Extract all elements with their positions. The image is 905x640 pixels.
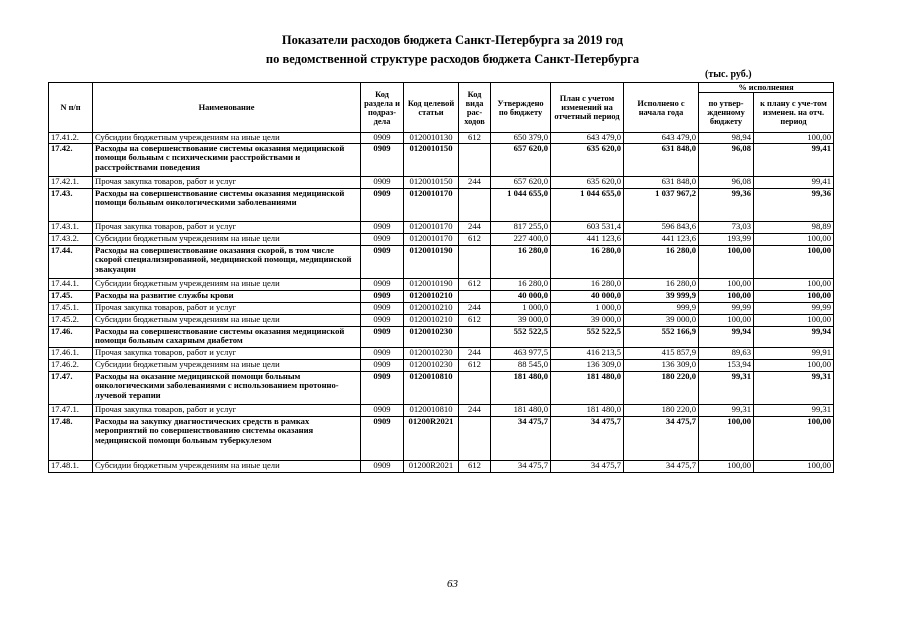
row-pct-plan: 100,00: [754, 360, 834, 372]
table-row: [49, 372, 834, 405]
row-pct-plan: 100,00: [754, 461, 834, 473]
row-kind-code: 244: [459, 348, 491, 360]
row-target-code: 0120010230: [404, 360, 459, 372]
row-section-code: 0909: [361, 372, 404, 405]
header-num: N п/п: [49, 83, 93, 133]
expenses-table: [48, 82, 834, 473]
table-row: [49, 417, 834, 461]
header-approved: Утверждено по бюджету: [491, 83, 551, 133]
row-kind-code: 244: [459, 405, 491, 417]
row-pct-approved: 193,99: [699, 234, 754, 246]
row-pct-approved: 100,00: [699, 279, 754, 291]
row-num: 17.44.1.: [49, 279, 93, 291]
row-approved: 181 480,0: [491, 405, 551, 417]
row-executed: 34 475,7: [624, 417, 699, 461]
row-pct-approved: 99,99: [699, 303, 754, 315]
row-approved: 34 475,7: [491, 461, 551, 473]
row-num: 17.46.: [49, 327, 93, 348]
row-plan: 635 620,0: [551, 144, 624, 177]
row-name: Субсидии бюджетным учреждениям на иные цели: [93, 279, 361, 291]
row-approved: 181 480,0: [491, 372, 551, 405]
row-plan: 34 475,7: [551, 461, 624, 473]
row-section-code: 0909: [361, 315, 404, 327]
row-executed: 999,9: [624, 303, 699, 315]
row-pct-plan: 98,89: [754, 222, 834, 234]
row-name: Субсидии бюджетным учреждениям на иные цели: [93, 461, 361, 473]
row-kind-code: 612: [459, 133, 491, 144]
row-plan: 16 280,0: [551, 246, 624, 279]
row-target-code: 0120010210: [404, 315, 459, 327]
row-plan: 1 000,0: [551, 303, 624, 315]
row-section-code: 0909: [361, 461, 404, 473]
header-section: Код раздела и подраз-дела: [361, 83, 404, 133]
row-name: Расходы на развитие службы крови: [93, 291, 361, 303]
row-plan: 643 479,0: [551, 133, 624, 144]
row-section-code: 0909: [361, 303, 404, 315]
row-section-code: 0909: [361, 246, 404, 279]
header-pct-plan: к плану с уче-том изменен. на отч. период: [754, 93, 834, 133]
row-name: Субсидии бюджетным учреждениям на иные цели: [93, 133, 361, 144]
row-section-code: 0909: [361, 360, 404, 372]
row-name: Прочая закупка товаров, работ и услуг: [93, 222, 361, 234]
row-executed: 552 166,9: [624, 327, 699, 348]
units-label: (тыс. руб.): [705, 69, 752, 80]
row-num: 17.43.2.: [49, 234, 93, 246]
table-row: [49, 177, 834, 189]
row-executed: 643 479,0: [624, 133, 699, 144]
row-section-code: 0909: [361, 327, 404, 348]
row-approved: 34 475,7: [491, 417, 551, 461]
header-kind: Код вида рас-ходов: [459, 83, 491, 133]
row-target-code: 0120010130: [404, 133, 459, 144]
table-row: [49, 291, 834, 303]
row-pct-plan: 100,00: [754, 133, 834, 144]
row-target-code: 01200R2021: [404, 461, 459, 473]
row-pct-approved: 73,03: [699, 222, 754, 234]
row-name: Расходы на совершенствование системы оказания медицинской помощи больным сахарным диабетом: [93, 327, 361, 348]
row-plan: 34 475,7: [551, 417, 624, 461]
row-name: Расходы на закупку диагностических средств в рамках мероприятий по совершенствованию системы оказания медицинской помощи больным туберкулезом: [93, 417, 361, 461]
row-executed: 39 000,0: [624, 315, 699, 327]
table-row: [49, 348, 834, 360]
row-kind-code: [459, 291, 491, 303]
table-row: [49, 234, 834, 246]
row-kind-code: 244: [459, 303, 491, 315]
row-executed: 136 309,0: [624, 360, 699, 372]
table-row: [49, 327, 834, 348]
row-target-code: 0120010810: [404, 405, 459, 417]
row-target-code: 0120010190: [404, 279, 459, 291]
header-target: Код целевой статьи: [404, 83, 459, 133]
row-pct-plan: 99,31: [754, 405, 834, 417]
row-pct-plan: 100,00: [754, 246, 834, 279]
row-num: 17.46.1.: [49, 348, 93, 360]
row-section-code: 0909: [361, 234, 404, 246]
table-row: [49, 279, 834, 291]
row-pct-plan: 100,00: [754, 291, 834, 303]
row-target-code: 0120010810: [404, 372, 459, 405]
row-executed: 1 037 967,2: [624, 189, 699, 222]
row-plan: 416 213,5: [551, 348, 624, 360]
row-executed: 631 848,0: [624, 177, 699, 189]
document-title-line2: по ведомственной структуре расходов бюджета Санкт-Петербурга: [265, 52, 640, 66]
row-kind-code: 244: [459, 177, 491, 189]
row-plan: 603 531,4: [551, 222, 624, 234]
row-pct-plan: 99,41: [754, 144, 834, 177]
row-name: Расходы на оказание медицинской помощи больным онкологическими заболеваниями с использованием протонно-лучевой терапии: [93, 372, 361, 405]
row-plan: 16 280,0: [551, 279, 624, 291]
row-name: Прочая закупка товаров, работ и услуг: [93, 405, 361, 417]
row-target-code: 0120010170: [404, 234, 459, 246]
header-pct-approved: по утвер-жденному бюджету: [699, 93, 754, 133]
row-target-code: 0120010150: [404, 144, 459, 177]
row-name: Субсидии бюджетным учреждениям на иные цели: [93, 234, 361, 246]
row-kind-code: [459, 246, 491, 279]
row-num: 17.47.: [49, 372, 93, 405]
row-name: Субсидии бюджетным учреждениям на иные цели: [93, 360, 361, 372]
row-approved: 657 620,0: [491, 177, 551, 189]
row-name: Прочая закупка товаров, работ и услуг: [93, 177, 361, 189]
row-plan: 39 000,0: [551, 315, 624, 327]
table-row: [49, 315, 834, 327]
row-pct-plan: 99,99: [754, 303, 834, 315]
row-pct-approved: 100,00: [699, 461, 754, 473]
row-kind-code: 612: [459, 234, 491, 246]
row-executed: 34 475,7: [624, 461, 699, 473]
row-section-code: 0909: [361, 177, 404, 189]
row-pct-plan: 100,00: [754, 279, 834, 291]
row-executed: 180 220,0: [624, 372, 699, 405]
row-kind-code: 612: [459, 279, 491, 291]
row-approved: 88 545,0: [491, 360, 551, 372]
row-approved: 1 044 655,0: [491, 189, 551, 222]
row-executed: 415 857,9: [624, 348, 699, 360]
row-executed: 39 999,9: [624, 291, 699, 303]
row-executed: 180 220,0: [624, 405, 699, 417]
row-kind-code: 612: [459, 360, 491, 372]
row-plan: 40 000,0: [551, 291, 624, 303]
row-pct-approved: 100,00: [699, 315, 754, 327]
row-approved: 16 280,0: [491, 279, 551, 291]
row-num: 17.43.: [49, 189, 93, 222]
row-plan: 552 522,5: [551, 327, 624, 348]
row-pct-plan: 100,00: [754, 234, 834, 246]
row-pct-plan: 100,00: [754, 417, 834, 461]
row-target-code: 0120010230: [404, 348, 459, 360]
header-plan: План с учетом изменений на отчетный период: [551, 83, 624, 133]
row-kind-code: 244: [459, 222, 491, 234]
row-approved: 817 255,0: [491, 222, 551, 234]
row-pct-approved: 99,31: [699, 372, 754, 405]
table-row: [49, 144, 834, 177]
row-target-code: 0120010150: [404, 177, 459, 189]
row-section-code: 0909: [361, 189, 404, 222]
row-target-code: 0120010170: [404, 222, 459, 234]
row-approved: 16 280,0: [491, 246, 551, 279]
row-num: 17.47.1.: [49, 405, 93, 417]
row-approved: 463 977,5: [491, 348, 551, 360]
row-pct-plan: 99,41: [754, 177, 834, 189]
row-pct-approved: 96,08: [699, 144, 754, 177]
row-approved: 227 400,0: [491, 234, 551, 246]
row-section-code: 0909: [361, 348, 404, 360]
table-row: [49, 360, 834, 372]
row-pct-approved: 98,94: [699, 133, 754, 144]
row-name: Расходы на совершенствование системы оказания медицинской помощи больным с психическими расстройствами и расстройствами поведения: [93, 144, 361, 177]
row-approved: 1 000,0: [491, 303, 551, 315]
row-approved: 552 522,5: [491, 327, 551, 348]
row-pct-approved: 99,31: [699, 405, 754, 417]
row-executed: 16 280,0: [624, 246, 699, 279]
row-section-code: 0909: [361, 222, 404, 234]
row-num: 17.42.1.: [49, 177, 93, 189]
document-title-line1: Показатели расходов бюджета Санкт-Петербурга за 2019 год: [281, 33, 624, 47]
row-num: 17.43.1.: [49, 222, 93, 234]
row-plan: 635 620,0: [551, 177, 624, 189]
row-name: Расходы на совершенствование системы оказания медицинской помощи больным онкологическими заболеваниями: [93, 189, 361, 222]
row-kind-code: [459, 327, 491, 348]
row-pct-plan: 99,36: [754, 189, 834, 222]
row-num: 17.48.: [49, 417, 93, 461]
row-plan: 136 309,0: [551, 360, 624, 372]
row-name: Прочая закупка товаров, работ и услуг: [93, 348, 361, 360]
row-section-code: 0909: [361, 405, 404, 417]
table-row: [49, 133, 834, 144]
row-num: 17.45.: [49, 291, 93, 303]
row-section-code: 0909: [361, 133, 404, 144]
row-plan: 441 123,6: [551, 234, 624, 246]
table-row: [49, 405, 834, 417]
row-target-code: 0120010170: [404, 189, 459, 222]
row-pct-plan: 99,31: [754, 372, 834, 405]
row-plan: 181 480,0: [551, 405, 624, 417]
row-section-code: 0909: [361, 291, 404, 303]
row-target-code: 0120010230: [404, 327, 459, 348]
row-target-code: 0120010210: [404, 291, 459, 303]
row-pct-approved: 153,94: [699, 360, 754, 372]
row-name: Субсидии бюджетным учреждениям на иные цели: [93, 315, 361, 327]
row-num: 17.48.1.: [49, 461, 93, 473]
header-executed: Исполнено с начала года: [624, 83, 699, 133]
row-executed: 596 843,6: [624, 222, 699, 234]
table-row: [49, 189, 834, 222]
row-pct-plan: 99,91: [754, 348, 834, 360]
row-name: Прочая закупка товаров, работ и услуг: [93, 303, 361, 315]
header-name: Наименование: [93, 83, 361, 133]
row-plan: 1 044 655,0: [551, 189, 624, 222]
row-kind-code: 612: [459, 315, 491, 327]
row-plan: 181 480,0: [551, 372, 624, 405]
row-target-code: 0120010210: [404, 303, 459, 315]
row-kind-code: [459, 417, 491, 461]
row-section-code: 0909: [361, 279, 404, 291]
row-kind-code: 612: [459, 461, 491, 473]
row-pct-approved: 100,00: [699, 291, 754, 303]
row-pct-approved: 100,00: [699, 246, 754, 279]
row-num: 17.42.: [49, 144, 93, 177]
row-pct-approved: 96,08: [699, 177, 754, 189]
table-row: [49, 461, 834, 473]
row-pct-approved: 89,63: [699, 348, 754, 360]
row-target-code: 0120010190: [404, 246, 459, 279]
row-num: 17.45.1.: [49, 303, 93, 315]
row-approved: 650 379,0: [491, 133, 551, 144]
row-executed: 441 123,6: [624, 234, 699, 246]
row-executed: 16 280,0: [624, 279, 699, 291]
row-num: 17.46.2.: [49, 360, 93, 372]
row-pct-approved: 100,00: [699, 417, 754, 461]
row-pct-approved: 99,94: [699, 327, 754, 348]
table-row: [49, 303, 834, 315]
page-number: 63: [447, 578, 458, 590]
row-kind-code: [459, 189, 491, 222]
row-pct-plan: 99,94: [754, 327, 834, 348]
row-approved: 657 620,0: [491, 144, 551, 177]
row-executed: 631 848,0: [624, 144, 699, 177]
header-pct-group: % исполнения: [699, 83, 834, 93]
row-pct-plan: 100,00: [754, 315, 834, 327]
row-section-code: 0909: [361, 144, 404, 177]
row-section-code: 0909: [361, 417, 404, 461]
row-approved: 40 000,0: [491, 291, 551, 303]
table-row: [49, 246, 834, 279]
row-pct-approved: 99,36: [699, 189, 754, 222]
row-target-code: 01200R2021: [404, 417, 459, 461]
row-num: 17.44.: [49, 246, 93, 279]
row-name: Расходы на совершенствование оказания скорой, в том числе скорой специализированной, медицинской помощи, медицинской эвакуации: [93, 246, 361, 279]
table-row: [49, 222, 834, 234]
row-num: 17.41.2.: [49, 133, 93, 144]
row-approved: 39 000,0: [491, 315, 551, 327]
row-kind-code: [459, 144, 491, 177]
row-num: 17.45.2.: [49, 315, 93, 327]
row-kind-code: [459, 372, 491, 405]
